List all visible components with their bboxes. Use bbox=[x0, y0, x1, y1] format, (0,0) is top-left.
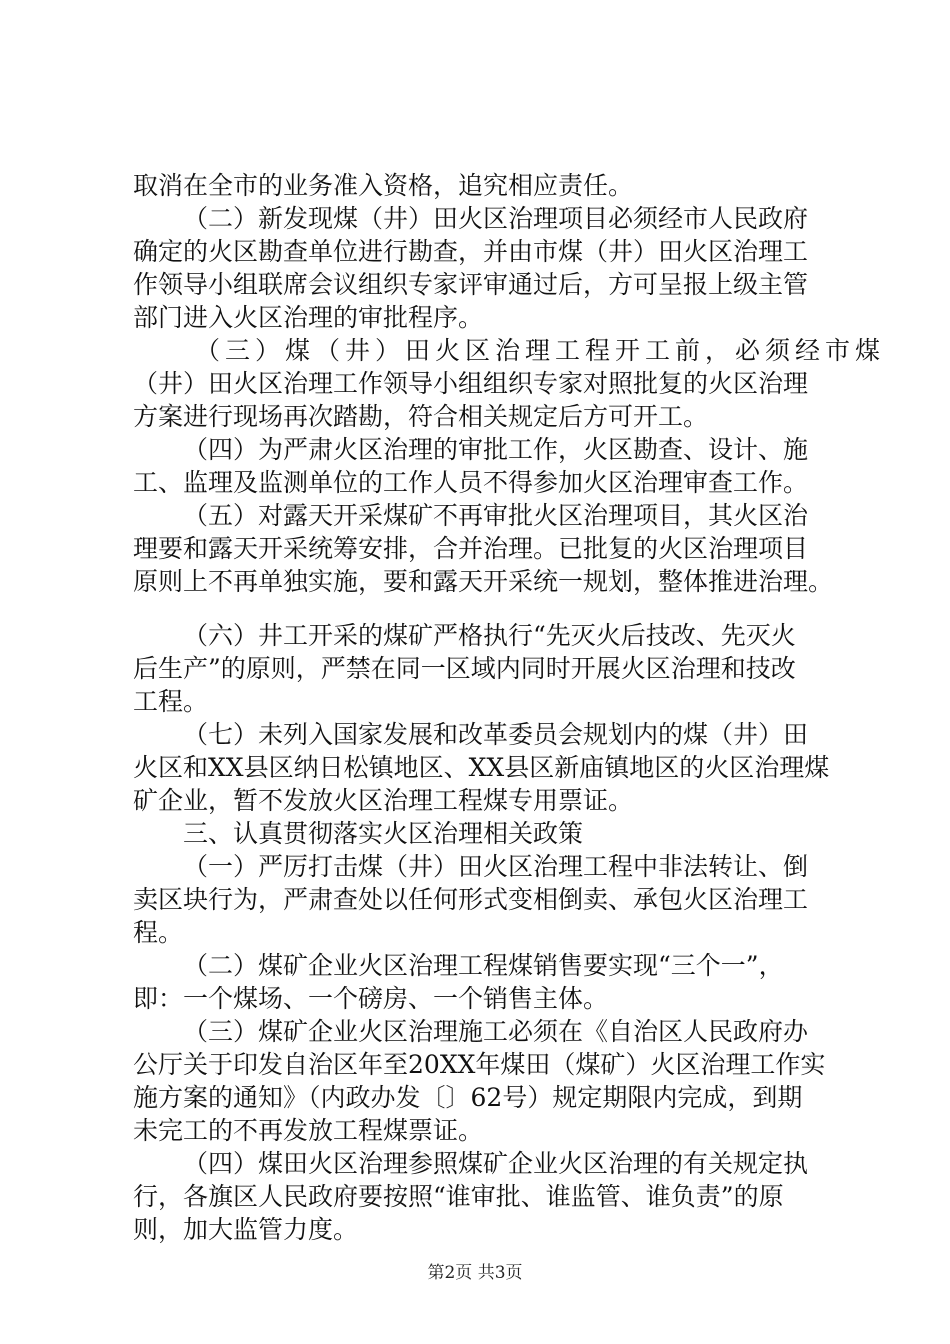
page-number-footer: 第2页 共3页 bbox=[427, 1263, 523, 1283]
paragraph-line: 方案进行现场再次踏勘，符合相关规定后方可开工。 bbox=[133, 402, 709, 431]
paragraph-line: （五）对露天开采煤矿不再审批火区治理项目，其火区治 bbox=[183, 501, 809, 530]
paragraph-line: 行，各旗区人民政府要按照“谁审批、谁监管、谁负责”的原 bbox=[133, 1182, 784, 1211]
paragraph-line: （二）新发现煤（井）田火区治理项目必须经市人民政府 bbox=[183, 204, 809, 233]
paragraph-line: 确定的火区勘查单位进行勘查，并由市煤（井）田火区治理工 bbox=[133, 237, 809, 266]
paragraph-line: 程。 bbox=[133, 918, 184, 947]
paragraph-line: 后生产”的原则，严禁在同一区域内同时开展火区治理和技改 bbox=[133, 654, 796, 683]
paragraph-line: （六）井工开采的煤矿严格执行“先灭火后技改、先灭火 bbox=[183, 621, 796, 650]
paragraph-line: 工程。 bbox=[133, 687, 209, 716]
paragraph-line: （二）煤矿企业火区治理工程煤销售要实现“三个一”， bbox=[183, 951, 784, 980]
paragraph-line: （一）严厉打击煤（井）田火区治理工程中非法转让、倒 bbox=[183, 852, 809, 881]
paragraph-line: （四）为严肃火区治理的审批工作，火区勘查、设计、施 bbox=[183, 435, 809, 464]
paragraph-line: 矿企业，暂不发放火区治理工程煤专用票证。 bbox=[133, 786, 634, 815]
paragraph-line: 工、监理及监测单位的工作人员不得参加火区治理审查工作。 bbox=[133, 468, 809, 497]
paragraph-line: （井）田火区治理工作领导小组组织专家对照批复的火区治理 bbox=[133, 369, 809, 398]
paragraph-line: （四）煤田火区治理参照煤矿企业火区治理的有关规定执 bbox=[183, 1149, 809, 1178]
paragraph-line: 部门进入火区治理的审批程序。 bbox=[133, 303, 484, 332]
paragraph-line: 卖区块行为，严肃查处以任何形式变相倒卖、承包火区治理工 bbox=[133, 885, 809, 914]
paragraph-line: 作领导小组联席会议组织专家评审通过后，方可呈报上级主管 bbox=[133, 270, 809, 299]
paragraph-line: 理要和露天开采统筹安排，合并治理。已批复的火区治理项目 bbox=[133, 534, 809, 563]
paragraph-line: 则，加大监管力度。 bbox=[133, 1215, 359, 1244]
paragraph-line: （七）未列入国家发展和改革委员会规划内的煤（井）田 bbox=[183, 720, 809, 749]
paragraph-line: 施方案的通知》（内政办发〔〕62号）规定期限内完成，到期 bbox=[133, 1083, 803, 1112]
section-heading: 三、认真贯彻落实火区治理相关政策 bbox=[183, 819, 584, 848]
paragraph-line: 原则上不再单独实施，要和露天开采统一规划，整体推进治理。 bbox=[133, 567, 834, 596]
paragraph-line: （三）煤矿企业火区治理施工必须在《自治区人民政府办 bbox=[183, 1017, 809, 1046]
paragraph-line: 公厅关于印发自治区年至20XX年煤田（煤矿）火区治理工作实 bbox=[133, 1050, 826, 1079]
paragraph-line: 未完工的不再发放工程煤票证。 bbox=[133, 1116, 484, 1145]
paragraph-line: （三）煤（井）田火区治理工程开工前，必须经市煤 bbox=[195, 336, 886, 365]
paragraph-line: 火区和XX县区纳日松镇地区、XX县区新庙镇地区的火区治理煤 bbox=[133, 753, 830, 782]
paragraph-line: 取消在全市的业务准入资格，追究相应责任。 bbox=[133, 171, 634, 200]
paragraph-line: 即：一个煤场、一个磅房、一个销售主体。 bbox=[133, 984, 609, 1013]
